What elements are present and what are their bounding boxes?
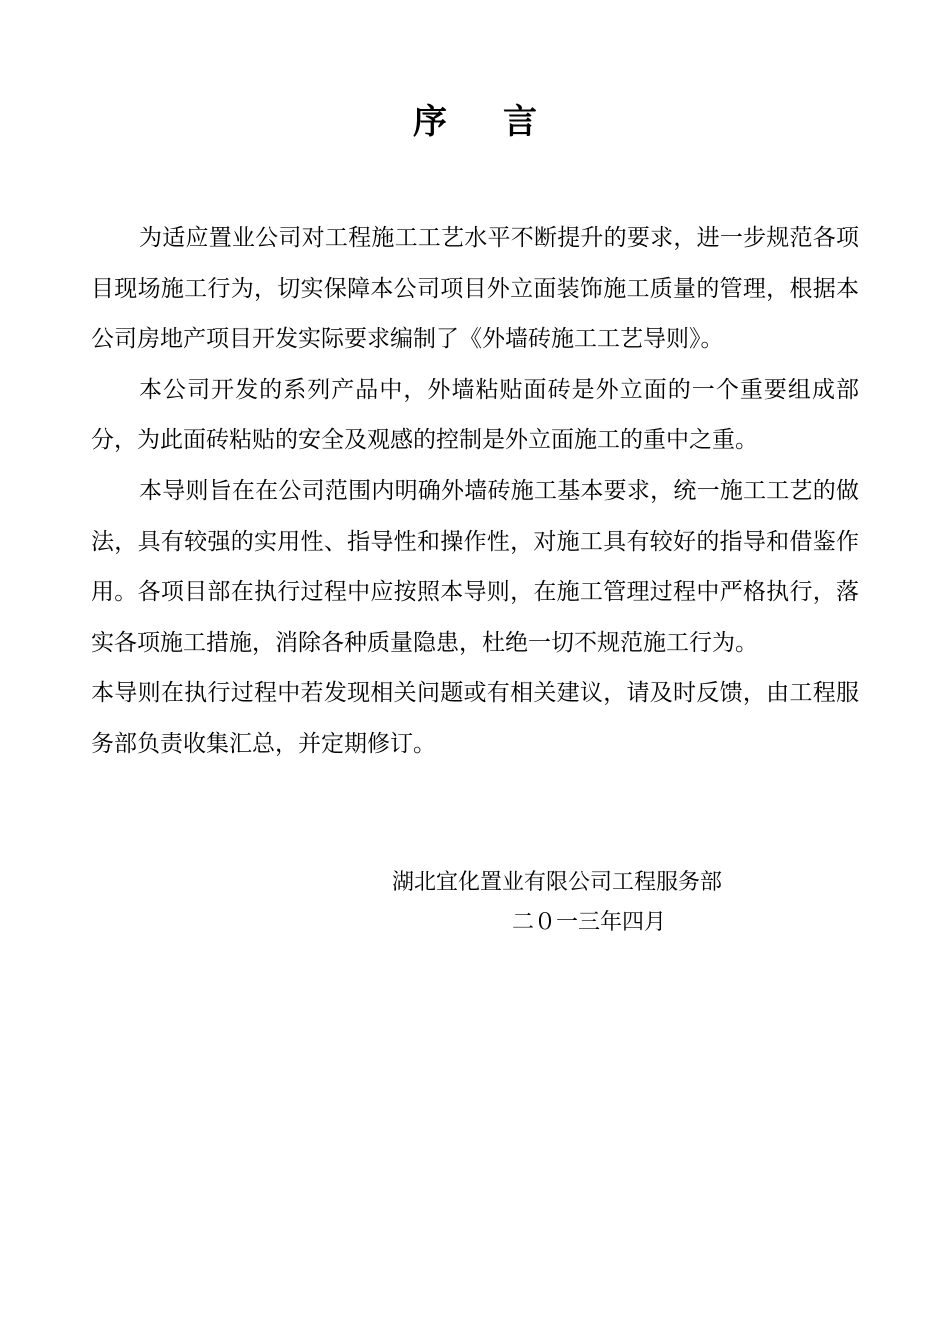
preface-body xyxy=(91,213,859,770)
signature-organization: 湖北宜化置业有限公司工程服务部 xyxy=(392,870,723,895)
paragraph-4: 本导则在执行过程中若发现相关问题或有相关建议，请及时反馈，由工程服务部负责收集汇总，并定期修订。 xyxy=(91,680,859,757)
signature-date: 二０一三年四月 xyxy=(512,910,667,935)
paragraph-1: 为适应置业公司对工程施工工艺水平不断提升的要求，进一步规范各项目现场施工行为，切实保障本公司项目外立面装饰施工质量的管理，根据本公司房地产项目开发实际要求编制了《外墙砖施工工艺导则》。 xyxy=(91,225,859,353)
title-char-1: 序 xyxy=(413,102,447,142)
paragraph-3: 本导则旨在在公司范围内明确外墙砖施工基本要求，统一施工工艺的做法，具有较强的实用性、指导性和操作性，对施工具有较好的指导和借鉴作用。各项目部在执行过程中应按照本导则，在施工管理过程中严格执行，落实各项施工措施，消除各种质量隐患，杜绝一切不规范施工行为。 xyxy=(91,477,859,656)
paragraph-2: 本公司开发的系列产品中，外墙粘贴面砖是外立面的一个重要组成部分，为此面砖粘贴的安全及观感的控制是外立面施工的重中之重。 xyxy=(91,376,859,454)
title-char-2: 言 xyxy=(503,102,537,142)
page-title xyxy=(0,98,950,146)
